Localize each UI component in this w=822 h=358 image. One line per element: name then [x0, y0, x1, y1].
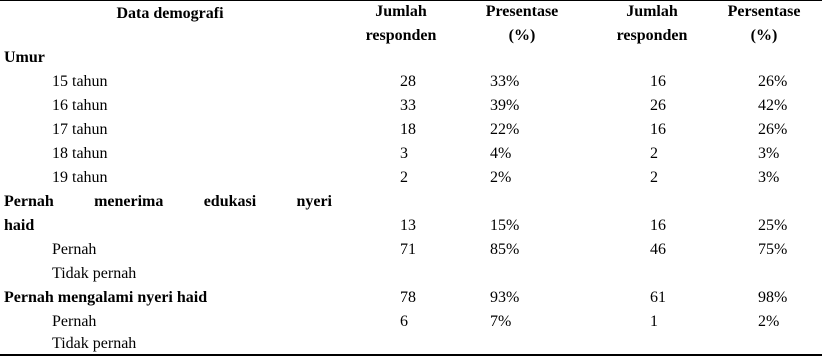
- row-label: 19 tahun: [52, 169, 108, 186]
- table-header-line2: [0, 26, 822, 45]
- cell-jumlah-1: 33: [400, 97, 416, 114]
- section-label-nyeri-haid: Pernah mengalami nyeri haid: [4, 289, 208, 306]
- header-presentase-line2: (%): [508, 27, 536, 44]
- cell-persen-2: 42%: [758, 97, 788, 114]
- header-jumlah-responden-2-line2: responden: [616, 27, 688, 44]
- cell-jumlah-2: 46: [650, 241, 666, 258]
- table-row: [0, 312, 822, 331]
- table-header: [0, 2, 822, 21]
- cell-jumlah-1: 13: [400, 217, 416, 234]
- cell-persen-2: 3%: [758, 145, 780, 162]
- cell-jumlah-2: 2: [650, 145, 658, 162]
- cell-persen-1: 15%: [490, 217, 520, 234]
- cell-jumlah-1: 2: [400, 169, 408, 186]
- table-row: [0, 72, 822, 91]
- cell-persen-2: 26%: [758, 73, 788, 90]
- table-row: [0, 334, 822, 353]
- cell-jumlah-1: 3: [400, 145, 408, 162]
- cell-jumlah-1: 28: [400, 73, 416, 90]
- row-label: 17 tahun: [52, 121, 108, 138]
- row-label: Tidak pernah: [52, 265, 137, 282]
- cell-persen-2: 3%: [758, 169, 780, 186]
- row-label: Pernah: [52, 313, 97, 330]
- cell-persen-1: 2%: [490, 169, 512, 186]
- cell-persen-1: 22%: [490, 121, 520, 138]
- row-label: Tidak pernah: [52, 335, 137, 352]
- table-row: [0, 240, 822, 259]
- section-edukasi-line2: [0, 216, 822, 235]
- cell-jumlah-2: 16: [650, 73, 666, 90]
- cell-persen-1: 33%: [490, 73, 520, 90]
- section-label-umur: Umur: [4, 49, 45, 66]
- header-persentase-line1: Persentase: [727, 3, 801, 20]
- cell-persen-1: 4%: [490, 145, 512, 162]
- word: Pernah: [4, 193, 54, 210]
- table-row: [0, 96, 822, 115]
- cell-persen-2: 25%: [758, 217, 788, 234]
- row-label: 15 tahun: [52, 73, 108, 90]
- word: nyeri: [296, 193, 332, 210]
- cell-jumlah-2: 1: [650, 313, 658, 330]
- table-row: [0, 120, 822, 139]
- section-label-edukasi: [4, 192, 332, 211]
- header-jumlah-responden-2-line1: Jumlah: [626, 3, 678, 20]
- table-row: [0, 168, 822, 187]
- cell-jumlah-1: 78: [400, 289, 416, 306]
- header-jumlah-responden-1-line1: Jumlah: [375, 3, 427, 20]
- table-top-rule: [0, 0, 822, 1]
- cell-jumlah-1: 18: [400, 121, 416, 138]
- word: menerima: [94, 193, 164, 210]
- header-presentase-line1: Presentase: [485, 3, 559, 20]
- section-edukasi-line1: [0, 192, 822, 211]
- cell-jumlah-1: 71: [400, 241, 416, 258]
- cell-persen-1: 85%: [490, 241, 520, 258]
- header-data-demografi: Data demografi: [116, 5, 224, 22]
- table-bottom-rule: [0, 354, 822, 356]
- cell-jumlah-2: 61: [650, 289, 666, 306]
- cell-jumlah-2: 16: [650, 121, 666, 138]
- cell-persen-2: 26%: [758, 121, 788, 138]
- cell-persen-2: 75%: [758, 241, 788, 258]
- cell-persen-1: 39%: [490, 97, 520, 114]
- row-label: 18 tahun: [52, 145, 108, 162]
- row-label: 16 tahun: [52, 97, 108, 114]
- cell-persen-2: 98%: [758, 289, 788, 306]
- header-jumlah-responden-1-line2: responden: [365, 27, 437, 44]
- header-persentase-line2: (%): [750, 27, 778, 44]
- cell-persen-1: 93%: [490, 289, 520, 306]
- section-nyeri-haid: [0, 288, 822, 307]
- cell-persen-1: 7%: [490, 313, 512, 330]
- cell-jumlah-1: 6: [400, 313, 408, 330]
- section-umur: [0, 48, 822, 67]
- table-row: [0, 144, 822, 163]
- section-label-edukasi-cont: haid: [4, 217, 35, 234]
- cell-jumlah-2: 2: [650, 169, 658, 186]
- row-label: Pernah: [52, 241, 97, 258]
- cell-jumlah-2: 26: [650, 97, 666, 114]
- table-row: [0, 264, 822, 283]
- cell-jumlah-2: 16: [650, 217, 666, 234]
- word: edukasi: [203, 193, 257, 210]
- cell-persen-2: 2%: [758, 313, 780, 330]
